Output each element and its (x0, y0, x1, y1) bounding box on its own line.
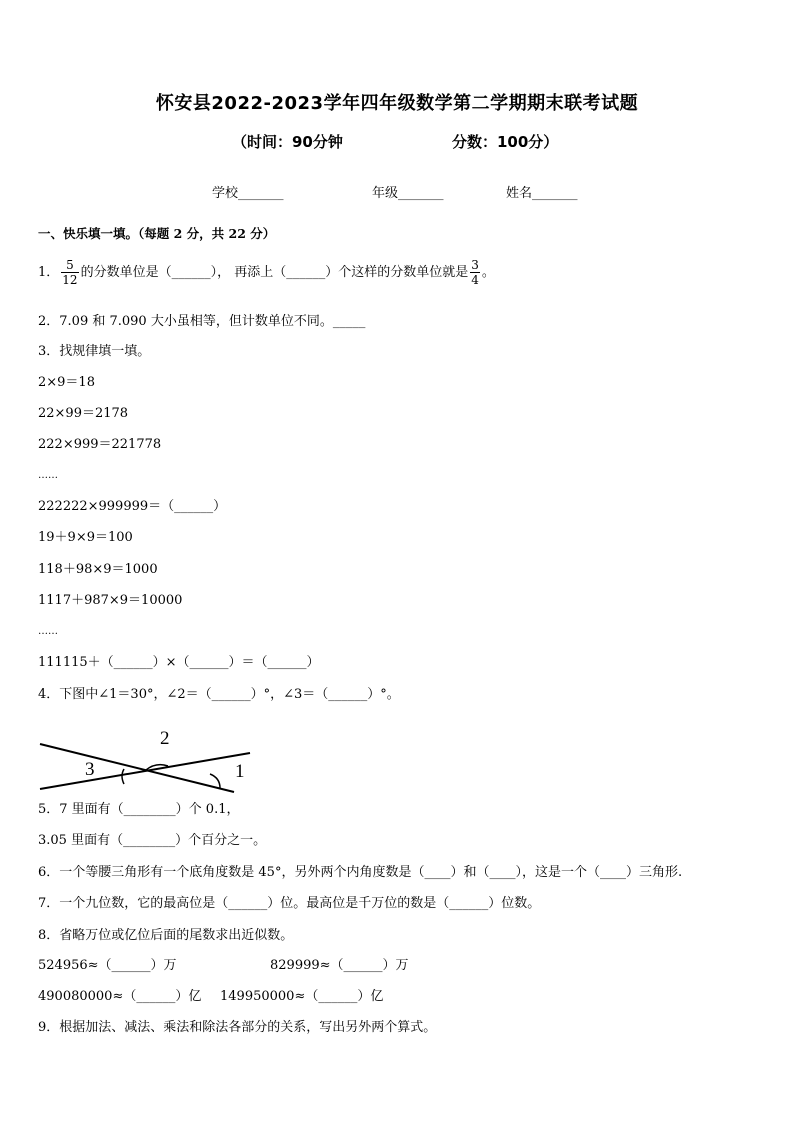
q3-line: 19＋9×9＝100 (38, 530, 133, 545)
exam-score: 分数：100分） (452, 133, 559, 151)
q3-line-ellipsis: …… (38, 470, 58, 481)
angle-figure (36, 722, 254, 794)
question-1 (38, 254, 495, 292)
angle-label-3: 3 (85, 759, 95, 780)
fraction-denominator: 12 (62, 273, 78, 287)
q3-line: 222×999＝221778 (38, 437, 162, 452)
line-b (40, 753, 250, 789)
q8-item: 490080000≈（______）亿 (38, 989, 202, 1004)
fraction-3-4 (470, 258, 480, 287)
q8-item: 524956≈（______）万 (38, 958, 177, 973)
school-field: 学校_______ (212, 186, 284, 201)
q3-line-ellipsis: …… (38, 626, 58, 637)
question-8-title: 8．省略万位或亿位后面的尾数求出近似数。 (38, 928, 294, 943)
question-9: 9．根据加法、减法、乘法和除法各部分的关系，写出另外两个算式。 (38, 1020, 437, 1035)
grade-field: 年级_______ (372, 186, 444, 201)
q3-line: 1117＋987×9＝10000 (38, 593, 183, 608)
section-1-title: 一、快乐填一填。（每题 2 分，共 22 分） (38, 226, 276, 241)
q1-text: 的分数单位是（______）， 再添上（______）个这样的分数单位就是 (80, 265, 469, 280)
angle-label-2: 2 (160, 728, 170, 749)
question-6: 6．一个等腰三角形有一个底角度数是 45°，另外两个内角度数是（____）和（____），这是一个（____）三角形. (38, 865, 683, 880)
q3-line: 111115＋（______）×（______）＝（______） (38, 655, 320, 670)
question-4: 4．下图中∠1＝30°，∠2＝（______）°，∠3＝（______）°。 (38, 687, 400, 702)
angle-3-arc (122, 769, 124, 784)
q8-item: 829999≈（______）万 (270, 958, 409, 973)
q1-prefix: 1． (38, 265, 60, 280)
q3-line: 222222×999999＝（______） (38, 499, 227, 514)
name-field: 姓名_______ (506, 186, 578, 201)
question-3-title: 3．找规律填一填。 (38, 344, 151, 359)
q1-end: 。 (481, 265, 495, 280)
q3-line: 118＋98×9＝1000 (38, 562, 158, 577)
question-7: 7．一个九位数，它的最高位是（______）位。最高位是千万位的数是（______）位数。 (38, 896, 541, 911)
question-5-line-2: 3.05 里面有（________）个百分之一。 (38, 833, 267, 848)
fraction-numerator: 5 (61, 258, 78, 273)
fraction-5-12 (61, 258, 78, 287)
angle-label-1: 1 (235, 761, 245, 782)
fraction-numerator: 3 (471, 258, 479, 272)
fraction-denominator: 4 (471, 273, 479, 287)
question-2: 2．7.09 和 7.090 大小虽相等，但计数单位不同。_____ (38, 314, 366, 329)
question-5-line-1: 5．7 里面有（________）个 0.1， (38, 802, 240, 817)
q8-item: 149950000≈（______）亿 (220, 989, 384, 1004)
q3-line: 22×99＝2178 (38, 406, 129, 421)
exam-time: （时间：90分钟 (232, 133, 343, 151)
exam-title: 怀安县2022-2023学年四年级数学第二学期期末联考试题 (155, 93, 639, 114)
q3-line: 2×9＝18 (38, 375, 95, 390)
